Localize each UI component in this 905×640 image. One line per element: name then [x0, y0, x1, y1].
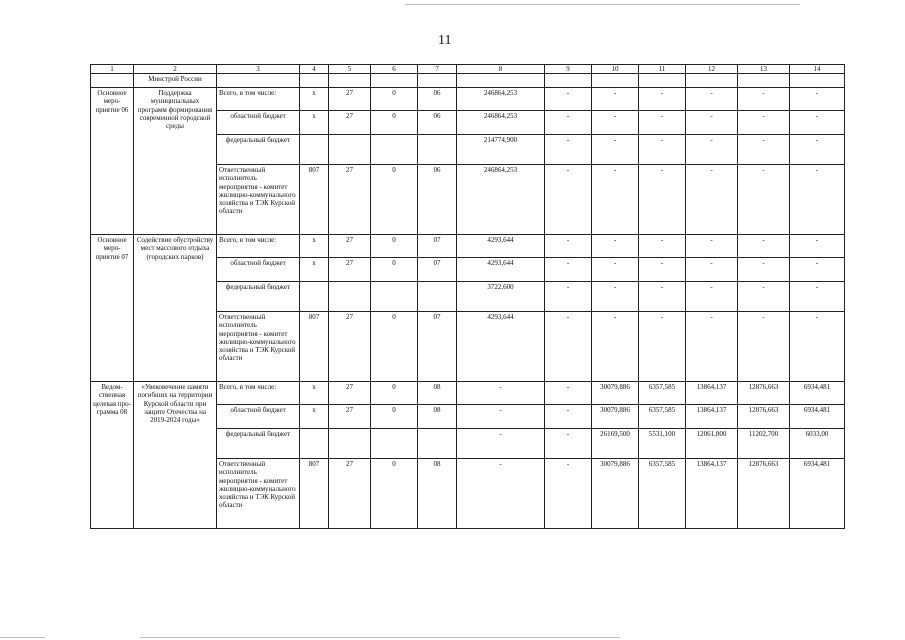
- cell-c6: 0: [371, 111, 418, 135]
- cell-c7: 08: [418, 405, 457, 429]
- cell-c12: -: [686, 165, 738, 235]
- cell-c11: -: [639, 258, 686, 282]
- cell-c9: -: [545, 88, 592, 111]
- cell-c13: -: [738, 235, 790, 258]
- cell-c5: 27: [329, 382, 371, 405]
- cell-c4: [300, 429, 329, 459]
- cell-c14: -: [790, 111, 845, 135]
- cell-c8: 246864,253: [457, 88, 545, 111]
- column-number-5: 5: [329, 65, 371, 74]
- cell-c7: [418, 282, 457, 312]
- cell-c13: 11202,700: [738, 429, 790, 459]
- cell-c8: 246864,253: [457, 111, 545, 135]
- section-08-row-1: [91, 382, 845, 405]
- funding-source-label: областной бюджет: [217, 111, 300, 135]
- funding-source-label: Всего, в том числе:: [217, 88, 300, 111]
- funding-source-label: федеральный бюджет: [217, 429, 300, 459]
- cell-c13: 12876,663: [738, 405, 790, 429]
- cell-c13: -: [738, 135, 790, 165]
- cell-c13: -: [738, 165, 790, 235]
- column-number-7: 7: [418, 65, 457, 74]
- cell-c9: -: [545, 282, 592, 312]
- cell-c10: -: [592, 135, 639, 165]
- cell-c14: -: [790, 312, 845, 382]
- cell-c12: -: [686, 282, 738, 312]
- cell-c14: 6934,481: [790, 459, 845, 529]
- scan-artifact-bottom: [140, 637, 620, 638]
- cell-c8: -: [457, 459, 545, 529]
- cell-c11: -: [639, 88, 686, 111]
- cell-c11: -: [639, 165, 686, 235]
- cell-c11: -: [639, 135, 686, 165]
- cell-c5: 27: [329, 312, 371, 382]
- funding-source-label: Всего, в том числе:: [217, 235, 300, 258]
- cell-c8: -: [457, 382, 545, 405]
- page-number: 11: [438, 33, 452, 48]
- cell-c5: 27: [329, 165, 371, 235]
- cell-c12: 12061,800: [686, 429, 738, 459]
- cell-c8: 3722,600: [457, 282, 545, 312]
- activity-title: Поддержка муниципальных программ формирования современной городской среды: [134, 88, 217, 235]
- cell-c9: -: [545, 312, 592, 382]
- column-number-3: 3: [217, 65, 300, 74]
- funding-source-label: Ответственный исполнитель мероприятия - комитет жилищно-коммунального хозяйства и ТЭК Курской области: [217, 312, 300, 382]
- cell-c7: 08: [418, 459, 457, 529]
- cell-c12: -: [686, 111, 738, 135]
- scan-artifact-bottom-left: [0, 637, 45, 638]
- cell-c14: -: [790, 135, 845, 165]
- cell-c11: -: [639, 235, 686, 258]
- activity-title: Содействие обустройству мест массового отдыха (городских парков): [134, 235, 217, 382]
- funding-source-label: федеральный бюджет: [217, 135, 300, 165]
- cell-c14: -: [790, 165, 845, 235]
- cell-c8: -: [457, 429, 545, 459]
- cell-c4: x: [300, 111, 329, 135]
- column-number-14: 14: [790, 65, 845, 74]
- cell-c11: -: [639, 312, 686, 382]
- cell-c10: 26169,500: [592, 429, 639, 459]
- cell-c12: -: [686, 258, 738, 282]
- cell-c4: 807: [300, 459, 329, 529]
- cell-c5: 27: [329, 111, 371, 135]
- cell-c5: 27: [329, 235, 371, 258]
- funding-source-label: областной бюджет: [217, 258, 300, 282]
- cell-c7: [418, 429, 457, 459]
- column-number-13: 13: [738, 65, 790, 74]
- cell-c13: 12876,663: [738, 382, 790, 405]
- cell-c6: 0: [371, 235, 418, 258]
- funding-source-label: областной бюджет: [217, 405, 300, 429]
- cell-c11: 5531,100: [639, 429, 686, 459]
- section-07-row-1: [91, 235, 845, 258]
- cell-c6: [371, 429, 418, 459]
- cell-c11: 6357,585: [639, 405, 686, 429]
- cell-c10: -: [592, 312, 639, 382]
- cell-c13: 12876,663: [738, 459, 790, 529]
- funding-source-label: Ответственный исполнитель мероприятия - комитет жилищно-коммунального хозяйства и ТЭК Курской области: [217, 459, 300, 529]
- cell-c6: 0: [371, 382, 418, 405]
- cell-c6: 0: [371, 258, 418, 282]
- cell-c10: 30079,886: [592, 382, 639, 405]
- cell-c10: -: [592, 88, 639, 111]
- cell-c12: -: [686, 135, 738, 165]
- cell-c12: 13864,137: [686, 382, 738, 405]
- cell-c8: 4293,644: [457, 312, 545, 382]
- cell-c4: [300, 135, 329, 165]
- cell-c12: 13864,137: [686, 459, 738, 529]
- cell-c9: -: [545, 382, 592, 405]
- cell-c5: [329, 429, 371, 459]
- cell-c8: 4293,644: [457, 235, 545, 258]
- cell-c10: -: [592, 111, 639, 135]
- cell-c7: 06: [418, 88, 457, 111]
- cell-c11: -: [639, 111, 686, 135]
- cell-c5: 27: [329, 258, 371, 282]
- cell-c8: 246864,253: [457, 165, 545, 235]
- cell-c11: 6357,585: [639, 382, 686, 405]
- cell-c11: 6357,585: [639, 459, 686, 529]
- cell-c7: 07: [418, 312, 457, 382]
- cell-c9: -: [545, 135, 592, 165]
- cell-c9: -: [545, 459, 592, 529]
- cell-c9: -: [545, 405, 592, 429]
- cell-c11: -: [639, 282, 686, 312]
- cell-c14: 6934,481: [790, 405, 845, 429]
- cell-c10: 30079,886: [592, 405, 639, 429]
- cell-c5: [329, 135, 371, 165]
- cell-c9: -: [545, 165, 592, 235]
- activity-title: «Увековечение памяти погибших на территории Курской области при защите Отечества на 2019-2024 годы»: [134, 382, 217, 529]
- cell-c4: x: [300, 258, 329, 282]
- cell-c7: [418, 135, 457, 165]
- funding-source-label: Всего, в том числе:: [217, 382, 300, 405]
- column-numbers-row: [91, 65, 845, 74]
- cell-c7: 07: [418, 235, 457, 258]
- funding-source-label: Ответственный исполнитель мероприятия - комитет жилищно-коммунального хозяйства и ТЭК Курской области: [217, 165, 300, 235]
- column-number-9: 9: [545, 65, 592, 74]
- cell-c7: 06: [418, 111, 457, 135]
- column-number-6: 6: [371, 65, 418, 74]
- activity-code: Основное меро-приятие 06: [91, 88, 134, 235]
- cell-c10: -: [592, 258, 639, 282]
- cell-c12: -: [686, 235, 738, 258]
- cell-c14: -: [790, 88, 845, 111]
- cell-c14: 6033,00: [790, 429, 845, 459]
- activity-code: Основное меро-приятие 07: [91, 235, 134, 382]
- cell-c13: -: [738, 88, 790, 111]
- cell-c4: 807: [300, 312, 329, 382]
- column-number-10: 10: [592, 65, 639, 74]
- prev-row-text: Минстрой России: [134, 74, 217, 88]
- cell-c4: 807: [300, 165, 329, 235]
- funding-source-label: федеральный бюджет: [217, 282, 300, 312]
- column-number-8: 8: [457, 65, 545, 74]
- cell-c14: -: [790, 282, 845, 312]
- cell-c10: -: [592, 165, 639, 235]
- cell-c7: 06: [418, 165, 457, 235]
- cell-c8: 214774,900: [457, 135, 545, 165]
- cell-c6: [371, 135, 418, 165]
- cell-c14: 6934,481: [790, 382, 845, 405]
- cell-c14: -: [790, 258, 845, 282]
- cell-c7: 07: [418, 258, 457, 282]
- cell-c10: -: [592, 282, 639, 312]
- cell-c5: 27: [329, 459, 371, 529]
- cell-c6: 0: [371, 165, 418, 235]
- cell-c13: -: [738, 111, 790, 135]
- column-number-4: 4: [300, 65, 329, 74]
- cell-c8: -: [457, 405, 545, 429]
- cell-c10: -: [592, 235, 639, 258]
- cell-c6: 0: [371, 405, 418, 429]
- continuation-row: [91, 74, 845, 88]
- cell-c10: 30079,886: [592, 459, 639, 529]
- column-number-1: 1: [91, 65, 134, 74]
- cell-c4: x: [300, 88, 329, 111]
- cell-c9: -: [545, 235, 592, 258]
- cell-c12: 13864,137: [686, 405, 738, 429]
- cell-c12: -: [686, 88, 738, 111]
- cell-c4: [300, 282, 329, 312]
- budget-table: [90, 64, 845, 529]
- cell-c9: -: [545, 111, 592, 135]
- cell-c6: 0: [371, 88, 418, 111]
- cell-c5: 27: [329, 88, 371, 111]
- section-06-row-1: [91, 88, 845, 111]
- cell-c13: -: [738, 282, 790, 312]
- cell-c8: 4293,644: [457, 258, 545, 282]
- cell-c6: 0: [371, 459, 418, 529]
- scan-artifact-top: [405, 4, 800, 5]
- cell-c9: -: [545, 258, 592, 282]
- cell-c6: [371, 282, 418, 312]
- cell-c4: x: [300, 382, 329, 405]
- cell-c5: [329, 282, 371, 312]
- column-number-12: 12: [686, 65, 738, 74]
- cell-c13: -: [738, 258, 790, 282]
- activity-code: Ведом-ственная целевая про-грамма 08: [91, 382, 134, 529]
- cell-c5: 27: [329, 405, 371, 429]
- column-number-2: 2: [134, 65, 217, 74]
- column-number-11: 11: [639, 65, 686, 74]
- cell-c13: -: [738, 312, 790, 382]
- cell-c6: 0: [371, 312, 418, 382]
- cell-c4: x: [300, 235, 329, 258]
- cell-c7: 08: [418, 382, 457, 405]
- cell-c9: -: [545, 429, 592, 459]
- cell-c4: x: [300, 405, 329, 429]
- cell-c14: -: [790, 235, 845, 258]
- cell-c12: -: [686, 312, 738, 382]
